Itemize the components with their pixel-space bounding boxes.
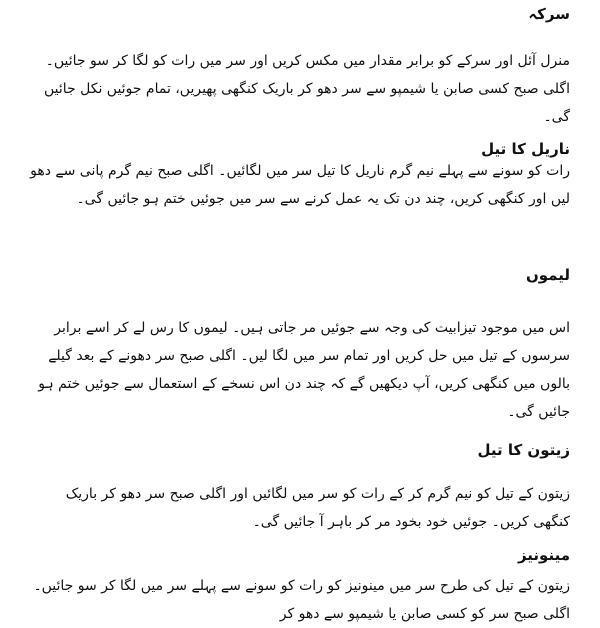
section-heading-coconut-oil: ناریل کا تیل bbox=[481, 140, 570, 158]
section-body-coconut-oil: رات کو سونے سے پہلے نیم گرم ناریل کا تیل سر میں لگائیں۔ اگلی صبح نیم گرم پانی سے دھو لیں اور کنگھی کریں، چند دن تک یہ عمل کرنے سے سر میں جوئیں ختم ہو جائیں گی۔ bbox=[30, 163, 570, 207]
section-heading-mayonnaise: مینونیز bbox=[517, 546, 570, 564]
section-body-vinegar: منرل آئل اور سرکے کو برابر مقدار میں مکس کریں اور سر میں رات کو لگا کر سو جائیں۔ اگلی صبح کسی صابن یا شیمپو سے سر دھو کر باریک کنگھی پھیریں، تمام جوئیں نکل جائیں گی۔ bbox=[43, 53, 570, 125]
section-body-lemon: اس میں موجود تیزابیت کی وجہ سے جوئیں مر جاتی ہیں۔ لیموں کا رس لے کر اسے برابر سرسوں کے تیل میں حل کریں اور تمام سر میں لگا لیں۔ اگلی صبح سر دھونے کے بعد گیلے بالوں میں کنگھی کریں، آپ دیکھیں گے کہ چند دن اس نسخے کے استعمال سے جوئیں ختم ہو جائیں گی۔ bbox=[38, 320, 570, 420]
section-heading-lemon: لیموں bbox=[525, 266, 570, 284]
section-body-mayonnaise: زیتون کے تیل کی طرح سر میں مینونیز کو رات کو سونے سے پہلے سر میں لگا کر سو جائیں۔ اگلی صبح سر کو کسی صابن یا شیمپو سے دھو کر bbox=[33, 578, 570, 622]
section-heading-vinegar: سرکہ bbox=[528, 5, 570, 23]
section-body-olive-oil: زیتون کے تیل کو نیم گرم کر کے رات کو سر میں لگائیں اور اگلی صبح سر دھو کر باریک کنگھی کریں۔ جوئیں خود بخود مر کر باہر آ جائیں گی۔ bbox=[65, 486, 570, 530]
section-heading-olive-oil: زیتون کا تیل bbox=[477, 441, 570, 459]
